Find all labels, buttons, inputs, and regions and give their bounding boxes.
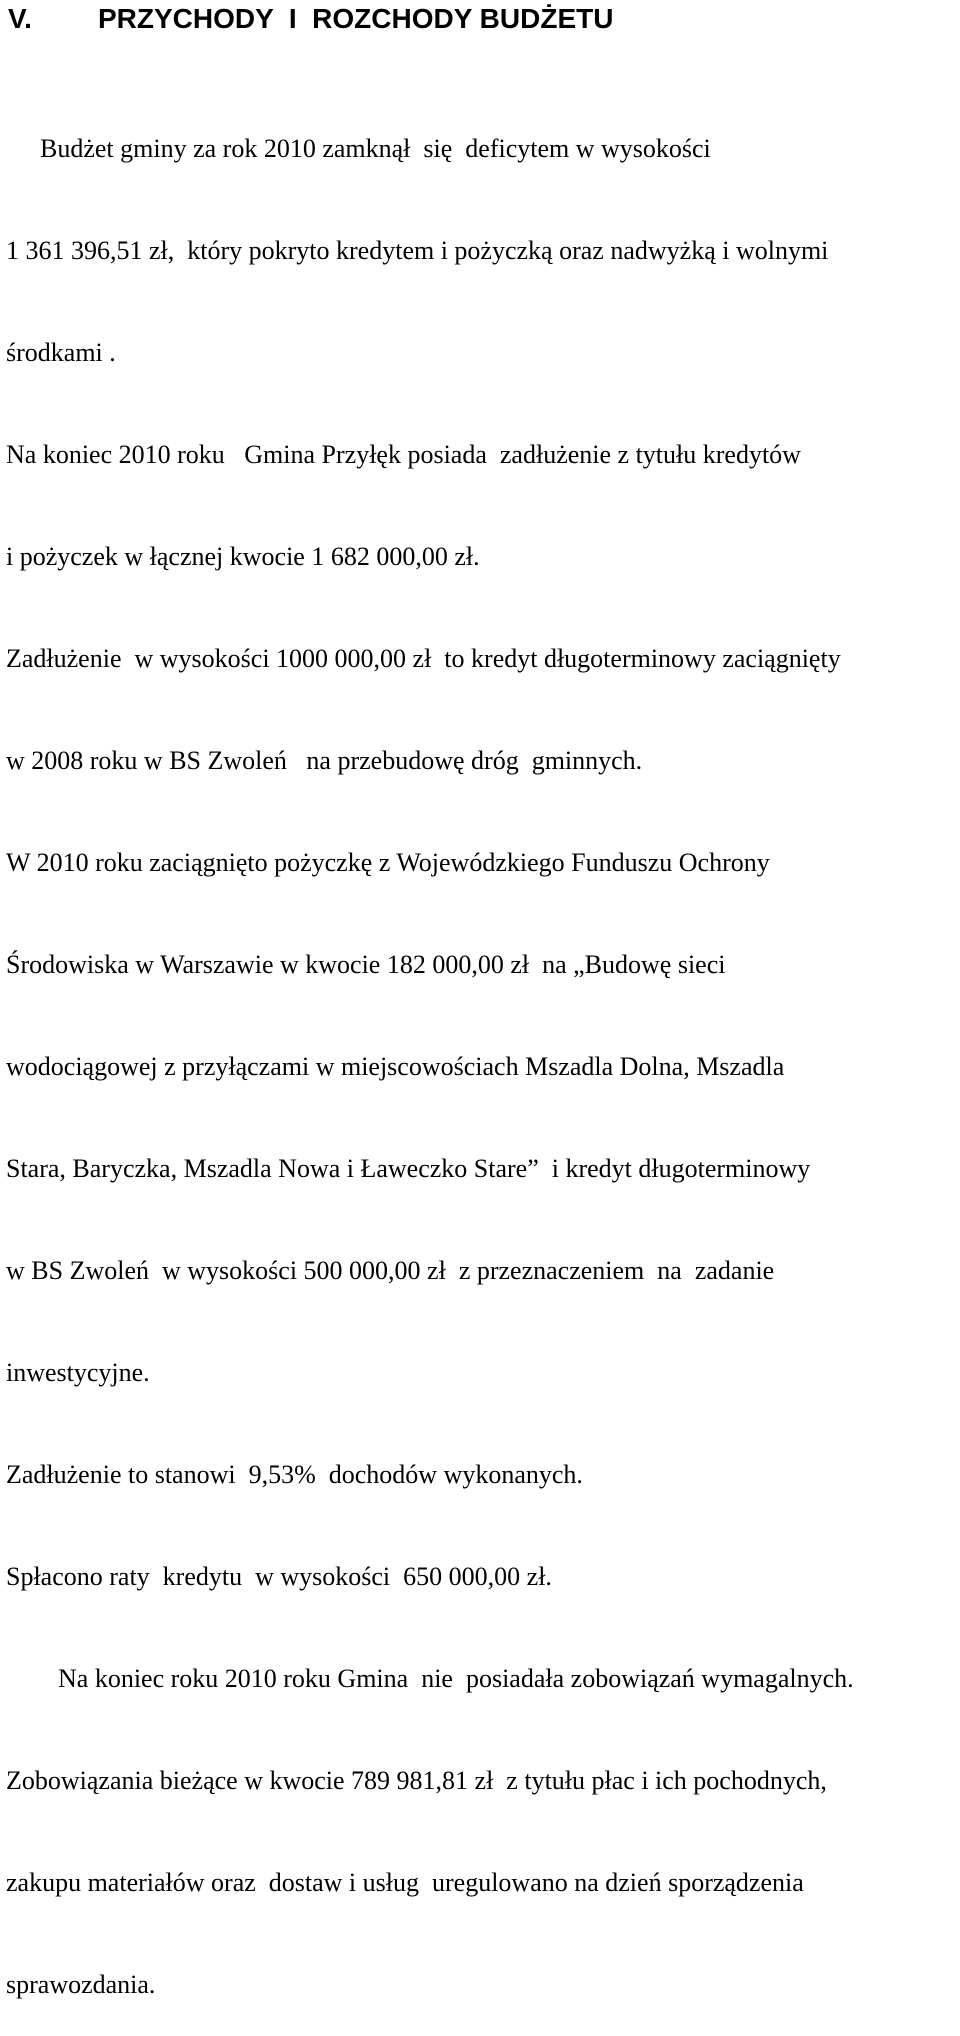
text-line: W 2010 roku zaciągnięto pożyczkę z Wojewódzkiego Funduszu Ochrony <box>6 848 770 877</box>
text-line: 1 361 396,51 zł, który pokryto kredytem i pożyczką oraz nadwyżką i wolnymi <box>6 236 829 265</box>
text-line: zakupu materiałów oraz dostaw i usług uregulowano na dzień sporządzenia <box>6 1868 804 1897</box>
text-line: i pożyczek w łącznej kwocie 1 682 000,00 zł. <box>6 542 480 571</box>
text-line: wodociągowej z przyłączami w miejscowościach Mszadla Dolna, Mszadla <box>6 1052 785 1081</box>
text-line: Budżet gminy za rok 2010 zamknął się deficytem w wysokości <box>40 134 711 163</box>
text-line: w BS Zwoleń w wysokości 500 000,00 zł z przeznaczeniem na zadanie <box>6 1256 775 1285</box>
text-line: Środowiska w Warszawie w kwocie 182 000,00 zł na „Budowę sieci <box>6 950 726 979</box>
text-line: Zobowiązania bieżące w kwocie 789 981,81 zł z tytułu płac i ich pochodnych, <box>6 1766 827 1795</box>
text-line: Zadłużenie to stanowi 9,53% dochodów wykonanych. <box>6 1460 583 1489</box>
section-heading <box>8 2 613 36</box>
text-line: Na koniec 2010 roku Gmina Przyłęk posiada zadłużenie z tytułu kredytów <box>6 440 801 469</box>
document-body <box>6 64 956 2036</box>
section-number: V. <box>8 3 32 34</box>
text-line: Zadłużenie w wysokości 1000 000,00 zł to kredyt długoterminowy zaciągnięty <box>6 644 841 673</box>
text-line: w 2008 roku w BS Zwoleń na przebudowę dróg gminnych. <box>6 746 643 775</box>
text-line: Stara, Baryczka, Mszadla Nowa i Ławeczko Stare” i kredyt długoterminowy <box>6 1154 811 1183</box>
section-title: PRZYCHODY I ROZCHODY BUDŻETU <box>98 3 614 34</box>
text-line: sprawozdania. <box>6 1970 156 1999</box>
text-line: Spłacono raty kredytu w wysokości 650 000,00 zł. <box>6 1562 552 1591</box>
text-line: środkami . <box>6 338 116 367</box>
text-line: inwestycyjne. <box>6 1358 150 1387</box>
text-line: Na koniec roku 2010 roku Gmina nie posiadała zobowiązań wymagalnych. <box>58 1664 854 1693</box>
